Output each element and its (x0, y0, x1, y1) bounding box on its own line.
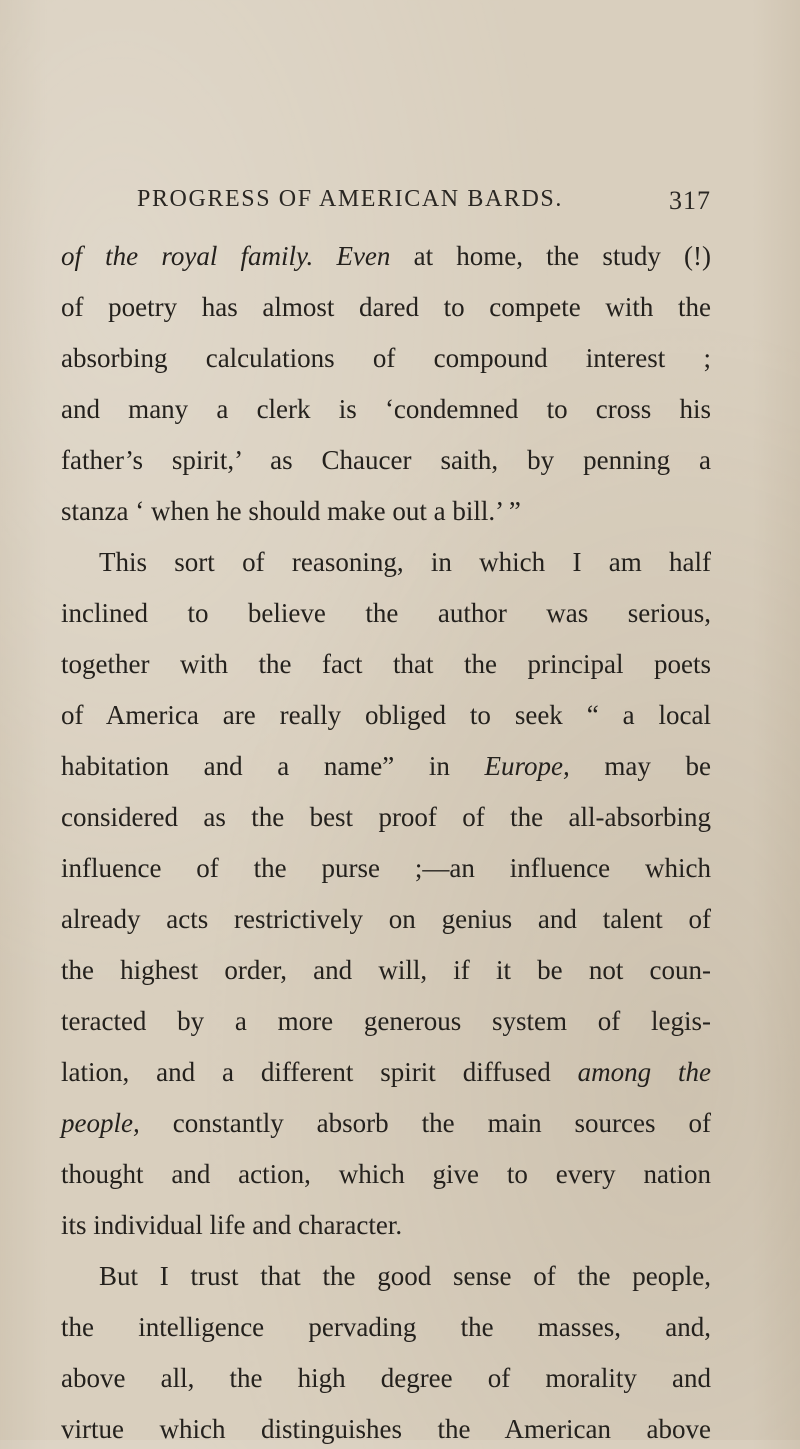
text-line (61, 491, 711, 531)
text-line (61, 1154, 711, 1194)
text-line (61, 644, 711, 684)
text-line (61, 1256, 711, 1296)
text-line (61, 848, 711, 888)
text-line (61, 389, 711, 429)
roman-text: This sort of reasoning, in which I am half (99, 547, 711, 577)
text-line (61, 797, 711, 837)
roman-text: the highest order, and will, if it be not coun- (61, 955, 711, 985)
italic-text: among the (577, 1057, 712, 1087)
text-line (61, 899, 711, 939)
text-line (61, 1205, 711, 1245)
roman-text: considered as the best proof of the all-absorbing (61, 802, 711, 832)
roman-text: its individual life and character. (61, 1210, 403, 1240)
text-line (61, 1001, 711, 1041)
text-line (61, 1358, 711, 1398)
roman-text: the intelligence pervading the masses, and, (61, 1312, 711, 1342)
roman-text: of America are really obliged to seek “ a local (61, 700, 711, 730)
roman-text: above all, the high degree of morality and (61, 1363, 711, 1393)
roman-text: father’s spirit,’ as Chaucer saith, by penning a (61, 445, 711, 475)
text-line (61, 746, 711, 786)
roman-text: of poetry has almost dared to compete with the (61, 292, 711, 322)
roman-text: already acts restrictively on genius and talent of (61, 904, 711, 934)
roman-text: and many a clerk is ‘condemned to cross his (61, 394, 711, 424)
roman-text: virtue which distinguishes the American above (61, 1414, 711, 1444)
text-line (61, 695, 711, 735)
roman-text: stanza ‘ when he should make out a bill.’ ” (61, 496, 521, 526)
text-line (61, 1052, 711, 1092)
roman-text: inclined to believe the author was serious, (61, 598, 711, 628)
text-line (61, 593, 711, 633)
italic-text: Europe, (484, 751, 570, 781)
roman-text (313, 241, 336, 271)
text-line (61, 1103, 711, 1143)
text-line (61, 236, 711, 276)
roman-text: may be (569, 751, 711, 781)
roman-text: constantly absorb the main sources of (139, 1108, 711, 1138)
italic-text: Even (336, 241, 391, 271)
text-line (61, 1307, 711, 1347)
roman-text: thought and action, which give to every nation (61, 1159, 711, 1189)
roman-text: teracted by a more generous system of legis- (61, 1006, 711, 1036)
text-line (61, 542, 711, 582)
running-head-title: PROGRESS OF AMERICAN BARDS. (137, 186, 563, 212)
text-line (61, 440, 711, 480)
italic-text: of the royal family. (61, 241, 314, 271)
italic-text: people, (61, 1108, 140, 1138)
page-number: 317 (669, 186, 711, 215)
roman-text: at home, the study (!) (390, 241, 711, 271)
text-line (61, 287, 711, 327)
roman-text: But I trust that the good sense of the people, (99, 1261, 711, 1291)
roman-text: absorbing calculations of compound interest ; (61, 343, 711, 373)
text-line (61, 950, 711, 990)
text-line (61, 338, 711, 378)
roman-text: influence of the purse ;—an influence which (61, 853, 711, 883)
running-head (137, 186, 711, 222)
roman-text: together with the fact that the principal poets (61, 649, 711, 679)
roman-text: lation, and a different spirit diffused (61, 1057, 578, 1087)
roman-text: habitation and a name” in (61, 751, 485, 781)
text-line (61, 1409, 711, 1449)
